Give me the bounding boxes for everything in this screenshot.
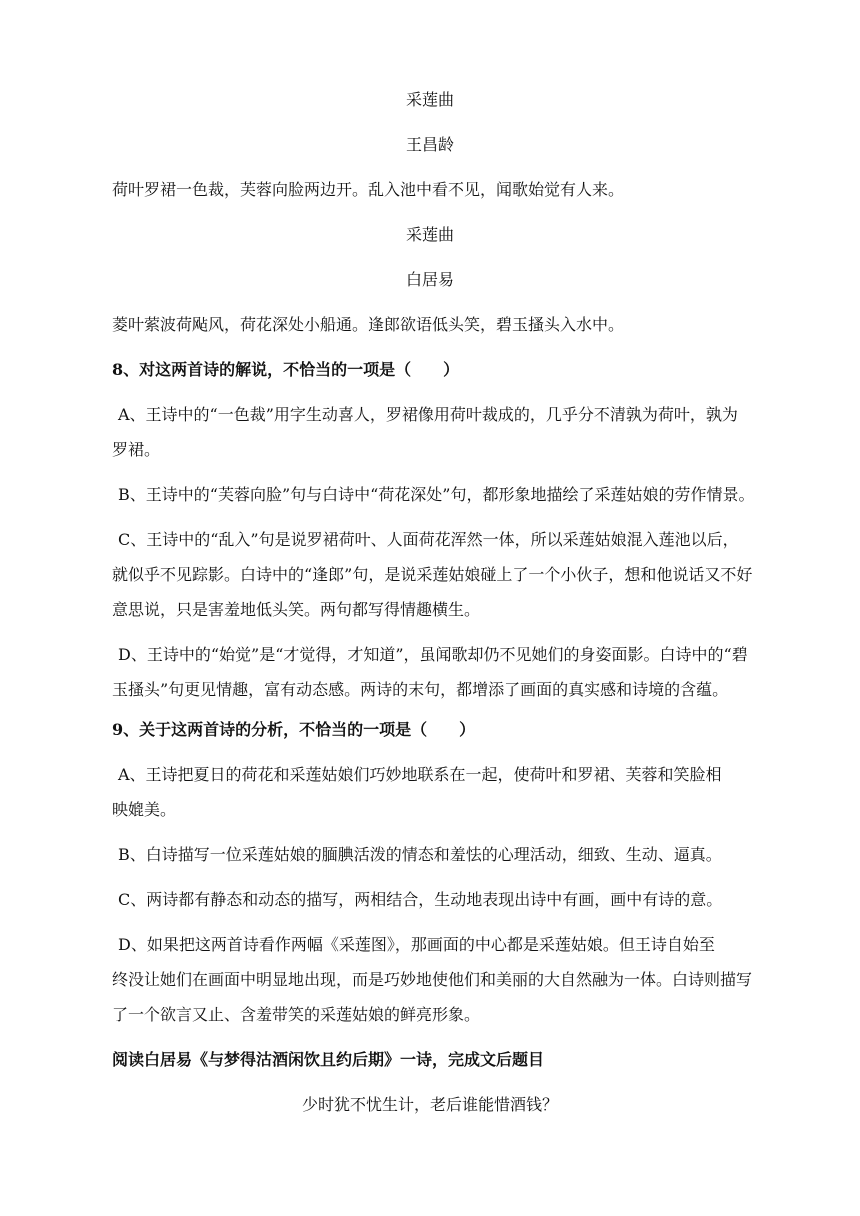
q8-option-c-line3: 意思说，只是害羞地低头笑。两句都写得情趣横生。	[112, 600, 481, 619]
question-8-stem: 8、对这两首诗的解说，不恰当的一项是（ ）	[112, 360, 460, 379]
question-9-stem: 9、关于这两首诗的分析，不恰当的一项是（ ）	[112, 720, 476, 739]
q8-option-d-line2: 玉搔头”句更见情趣，富有动态感。两诗的末句，都增添了画面的真实感和诗境的含蕴。	[112, 680, 729, 699]
section-heading: 阅读白居易《与梦得沽酒闲饮且约后期》一诗，完成文后题目	[112, 1050, 545, 1069]
q8-option-c-line2: 就似乎不见踪影。白诗中的“逢郎”句，是说采莲姑娘碰上了一个小伙子，想和他说话又不好	[112, 565, 753, 584]
q8-option-a-line2: 罗裙。	[112, 440, 161, 459]
poem2-text: 菱叶萦波荷飐风，荷花深处小船通。逢郎欲语低头笑，碧玉搔头入水中。	[112, 315, 625, 334]
poem2-author: 白居易	[405, 270, 454, 289]
q9-option-a-line1: A、王诗把夏日的荷花和采莲姑娘们巧妙地联系在一起，使荷叶和罗裙、芙蓉和笑脸相	[118, 765, 722, 784]
q9-option-c: C、两诗都有静态和动态的描写，两相结合，生动地表现出诗中有画，画中有诗的意。	[118, 890, 723, 909]
q9-option-d-line2: 终没让她们在画面中明显地出现，而是巧妙地使他们和美丽的大自然融为一体。白诗则描写	[112, 970, 753, 989]
poem1-title: 采莲曲	[405, 90, 454, 109]
q8-option-b: B、王诗中的“芙蓉向脸”句与白诗中“荷花深处”句，都形象地描绘了采莲姑娘的劳作情景。	[118, 485, 755, 504]
q9-option-d-line1: D、如果把这两首诗看作两幅《采莲图》，那画面的中心都是采莲姑娘。但王诗自始至	[118, 935, 715, 954]
q9-option-a-line2: 映媲美。	[112, 800, 177, 819]
poem2-title: 采莲曲	[405, 225, 454, 244]
poem1-text: 荷叶罗裙一色裁，芙蓉向脸两边开。乱入池中看不见，闻歌始觉有人来。	[112, 180, 625, 199]
q8-option-d-line1: D、王诗中的“始觉”是“才觉得，才知道”，虽闻歌却仍不见她们的身姿面影。白诗中的“碧	[118, 645, 748, 664]
verse-line-1: 少时犹不忧生计，老后谁能惜酒钱？	[301, 1095, 558, 1114]
q9-option-b: B、白诗描写一位采莲姑娘的腼腆活泼的情态和羞怯的心理活动，细致、生动、逼真。	[118, 845, 722, 864]
q8-option-a-line1: A、王诗中的“一色裁”用字生动喜人，罗裙像用荷叶裁成的，几乎分不清孰为荷叶，孰为	[118, 405, 738, 424]
q8-option-c-line1: C、王诗中的“乱入”句是说罗裙荷叶、人面荷花浑然一体，所以采莲姑娘混入莲池以后，	[118, 530, 739, 549]
poem1-author: 王昌龄	[405, 135, 454, 154]
q9-option-d-line3: 了一个欲言又止、含羞带笑的采莲姑娘的鲜亮形象。	[112, 1005, 481, 1024]
